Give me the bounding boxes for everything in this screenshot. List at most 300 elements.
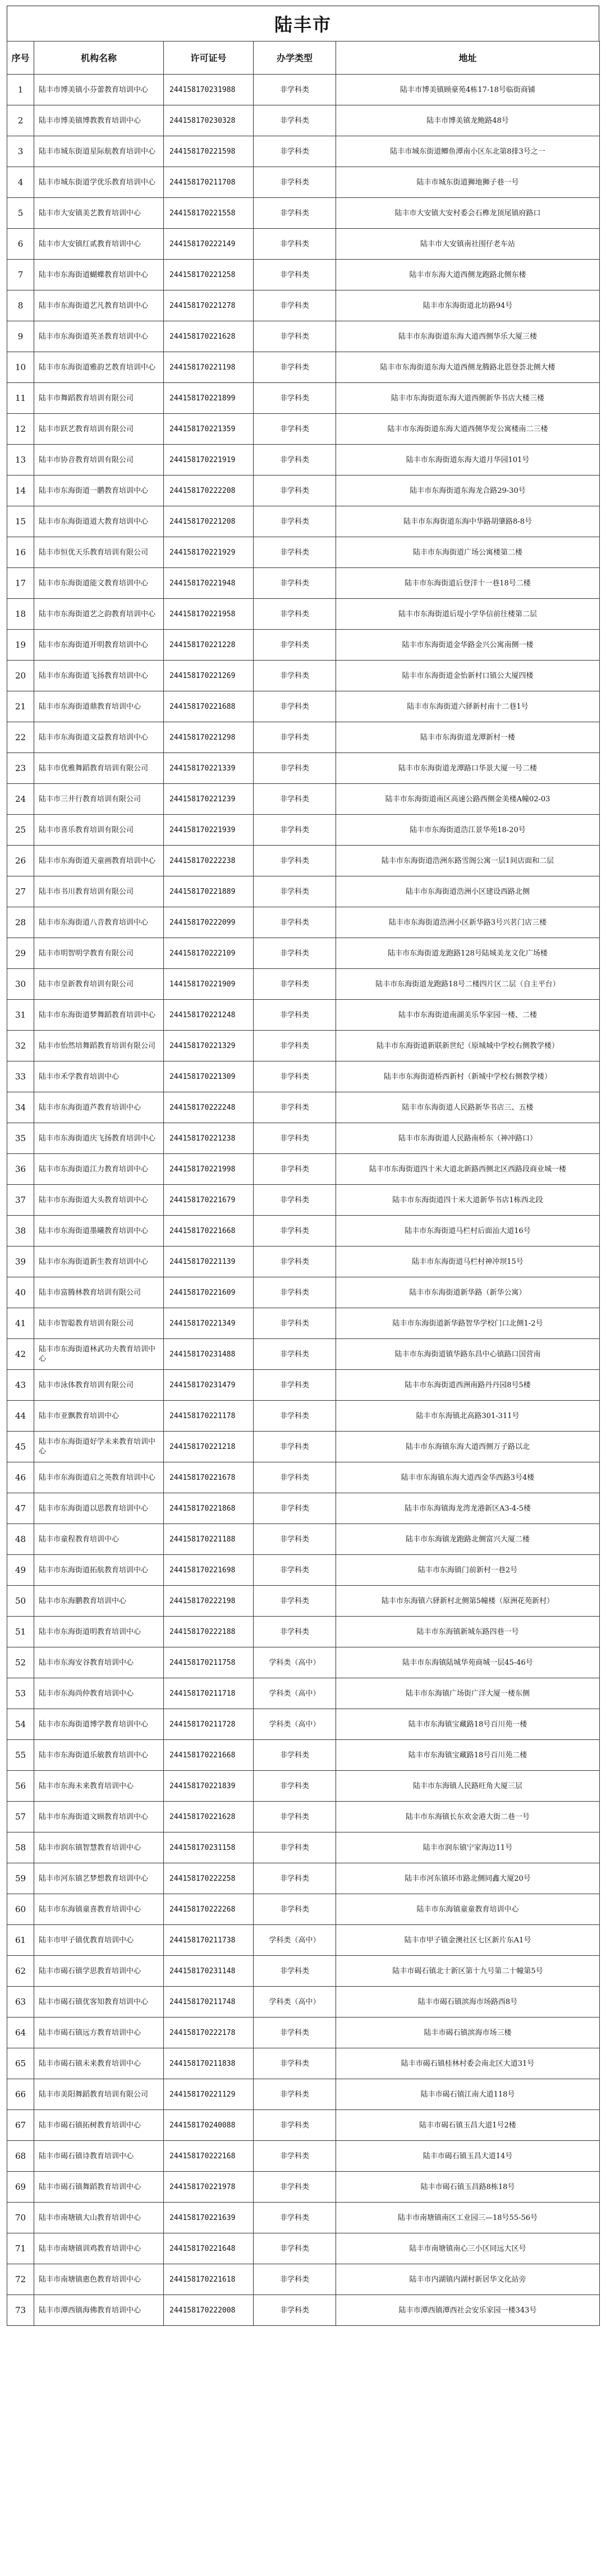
cell-license-no: 244158170211748 [164, 1987, 254, 2018]
cell-no: 71 [7, 2233, 34, 2264]
table-row [7, 2048, 600, 2079]
cell-no: 60 [7, 1894, 34, 1925]
cell-address: 陆丰市东海镇东海大道西侧万子路以北 [336, 1432, 600, 1462]
cell-address: 陆丰市润东镇宁家海边11号 [336, 1832, 600, 1863]
cell-school-type: 非学科类 [254, 938, 336, 969]
cell-no: 23 [7, 753, 34, 784]
cell-school-type: 非学科类 [254, 1370, 336, 1401]
cell-institution-name: 陆丰市大安镇红贰教育培训中心 [34, 229, 164, 260]
cell-institution-name: 陆丰市东海尚仲教育培训中心 [34, 1678, 164, 1709]
cell-school-type: 非学科类 [254, 1555, 336, 1586]
cell-address: 陆丰市东海街道浩江景华苑18-20号 [336, 815, 600, 846]
table-header-row [7, 41, 600, 75]
cell-license-no: 244158170222258 [164, 1863, 254, 1894]
cell-no: 69 [7, 2172, 34, 2203]
cell-school-type: 非学科类 [254, 75, 336, 105]
cell-address: 陆丰市碣石镇桂林村委会南北区大道31号 [336, 2048, 600, 2079]
cell-license-no: 244158170231158 [164, 1832, 254, 1863]
cell-school-type: 非学科类 [254, 2233, 336, 2264]
cell-license-no: 244158170221899 [164, 383, 254, 414]
cell-school-type: 非学科类 [254, 1802, 336, 1832]
cell-address: 陆丰市东海街道东海大道月华园101号 [336, 445, 600, 476]
cell-institution-name: 陆丰市南塘镇训鸡教育培训中心 [34, 2233, 164, 2264]
cell-license-no: 244158170221698 [164, 1555, 254, 1586]
cell-school-type: 非学科类 [254, 105, 336, 136]
table-row [7, 1092, 600, 1123]
cell-no: 52 [7, 1647, 34, 1678]
cell-no: 62 [7, 1956, 34, 1987]
cell-license-no: 244158170221598 [164, 136, 254, 167]
cell-institution-name: 陆丰市东海街道梦舞蹈教育培训中心 [34, 1000, 164, 1031]
cell-no: 58 [7, 1832, 34, 1863]
cell-institution-name: 陆丰市亚飘教育培训中心 [34, 1401, 164, 1432]
cell-institution-name: 陆丰市东海街道艺之韵教育培训中心 [34, 599, 164, 630]
cell-address: 陆丰市碣石镇北十新区第十九号第二十幢第5号 [336, 1956, 600, 1987]
cell-school-type: 非学科类 [254, 445, 336, 476]
cell-institution-name: 陆丰市跃艺教育培训有限公司 [34, 414, 164, 445]
cell-address: 陆丰市东海镇广场街广洋大厦一楼东侧 [336, 1678, 600, 1709]
cell-license-no: 244158170221278 [164, 290, 254, 321]
table-row [7, 1339, 600, 1370]
cell-address: 陆丰市潭西镇潭西社会安乐家园一楼343号 [336, 2295, 600, 2326]
table-row [7, 1031, 600, 1061]
table-row [7, 1956, 600, 1987]
cell-school-type: 非学科类 [254, 2295, 336, 2326]
table-row [7, 846, 600, 876]
cell-no: 27 [7, 876, 34, 907]
cell-no: 40 [7, 1277, 34, 1308]
cell-institution-name: 陆丰市东海街道博学教育培训中心 [34, 1709, 164, 1740]
cell-no: 21 [7, 691, 34, 722]
cell-school-type: 非学科类 [254, 1401, 336, 1432]
cell-no: 31 [7, 1000, 34, 1031]
table-row [7, 2233, 600, 2264]
cell-institution-name: 陆丰市喜乐教育培训有限公司 [34, 815, 164, 846]
table-row [7, 1802, 600, 1832]
cell-no: 72 [7, 2264, 34, 2295]
cell-institution-name: 陆丰市东海街道天童画教育培训中心 [34, 846, 164, 876]
cell-no: 22 [7, 722, 34, 753]
cell-school-type: 非学科类 [254, 352, 336, 383]
cell-institution-name: 陆丰市皇新教育培训有限公司 [34, 969, 164, 1000]
cell-school-type: 非学科类 [254, 1061, 336, 1092]
cell-school-type: 非学科类 [254, 1493, 336, 1524]
institution-table [7, 41, 600, 2326]
cell-address: 陆丰市东海镇人民路旺角大厦三层 [336, 1771, 600, 1802]
cell-license-no: 244158170221939 [164, 815, 254, 846]
cell-no: 35 [7, 1123, 34, 1154]
cell-no: 43 [7, 1370, 34, 1401]
cell-school-type: 非学科类 [254, 1956, 336, 1987]
cell-school-type: 非学科类 [254, 290, 336, 321]
cell-no: 16 [7, 537, 34, 568]
cell-license-no: 244158170222099 [164, 907, 254, 938]
cell-school-type: 非学科类 [254, 1216, 336, 1247]
cell-license-no: 244158170211728 [164, 1709, 254, 1740]
cell-license-no: 244158170222268 [164, 1894, 254, 1925]
table-row [7, 1524, 600, 1555]
cell-no: 10 [7, 352, 34, 383]
cell-license-no: 244158170230328 [164, 105, 254, 136]
cell-address: 陆丰市东海街道人民路新华书店三、五楼 [336, 1092, 600, 1123]
cell-school-type: 非学科类 [254, 907, 336, 938]
cell-license-no: 244158170221198 [164, 352, 254, 383]
cell-school-type: 非学科类 [254, 1832, 336, 1863]
cell-institution-name: 陆丰市三井行教育培训有限公司 [34, 784, 164, 815]
cell-license-no: 244158170221609 [164, 1277, 254, 1308]
cell-no: 51 [7, 1617, 34, 1647]
cell-school-type: 非学科类 [254, 1339, 336, 1370]
cell-address: 陆丰市东海街道龙跑路18号二楼四片区二层（自主平台） [336, 969, 600, 1000]
cell-institution-name: 陆丰市明智明学教育有限公司 [34, 938, 164, 969]
cell-institution-name: 陆丰市碣石镇舞蹈教育培训中心 [34, 2172, 164, 2203]
cell-address: 陆丰市东海镇长东欢金港大街二巷一号 [336, 1802, 600, 1832]
cell-institution-name: 陆丰市润东镇智慧教育培训中心 [34, 1832, 164, 1863]
cell-address: 陆丰市碣石镇滨海市场三楼 [336, 2018, 600, 2048]
cell-address: 陆丰市东海镇宝藏路18号百川苑一楼 [336, 1709, 600, 1740]
cell-school-type: 非学科类 [254, 1123, 336, 1154]
cell-no: 3 [7, 136, 34, 167]
table-row [7, 1678, 600, 1709]
cell-school-type: 学科类（高中） [254, 1647, 336, 1678]
cell-school-type: 非学科类 [254, 568, 336, 599]
cell-institution-name: 陆丰市东海街道新生教育培训中心 [34, 1247, 164, 1277]
cell-school-type: 非学科类 [254, 1617, 336, 1647]
cell-school-type: 非学科类 [254, 1031, 336, 1061]
cell-institution-name: 陆丰市东海街道能文教育培训中心 [34, 568, 164, 599]
table-row [7, 1000, 600, 1031]
table-row [7, 75, 600, 105]
cell-license-no: 244158170240088 [164, 2110, 254, 2141]
cell-license-no: 244158170221998 [164, 1154, 254, 1185]
cell-school-type: 非学科类 [254, 136, 336, 167]
cell-school-type: 非学科类 [254, 1247, 336, 1277]
cell-license-no: 244158170211758 [164, 1647, 254, 1678]
cell-institution-name: 陆丰市东海街道明教育培训中心 [34, 1617, 164, 1647]
cell-institution-name: 陆丰市碣石镇未来教育培训中心 [34, 2048, 164, 2079]
table-row [7, 537, 600, 568]
cell-license-no: 244158170222149 [164, 229, 254, 260]
cell-institution-name: 陆丰市城东街道学优乐教育培训中心 [34, 167, 164, 198]
cell-license-no: 144158170221909 [164, 969, 254, 1000]
cell-no: 55 [7, 1740, 34, 1771]
cell-address: 陆丰市东海街道东海大道西侧华发公寓楼南二三楼 [336, 414, 600, 445]
table-row [7, 167, 600, 198]
cell-institution-name: 陆丰市童程教育培训中心 [34, 1524, 164, 1555]
cell-institution-name: 陆丰市东海街道庆飞扬教育培训中心 [34, 1123, 164, 1154]
table-body [7, 75, 600, 2326]
cell-institution-name: 陆丰市东海街道拓航教育培训中心 [34, 1555, 164, 1586]
cell-school-type: 非学科类 [254, 537, 336, 568]
cell-no: 39 [7, 1247, 34, 1277]
cell-license-no: 244158170222188 [164, 1617, 254, 1647]
cell-license-no: 244158170221339 [164, 753, 254, 784]
cell-school-type: 非学科类 [254, 815, 336, 846]
cell-address: 陆丰市东海镇陆城华苑商城一层45-46号 [336, 1647, 600, 1678]
cell-school-type: 非学科类 [254, 414, 336, 445]
cell-school-type: 非学科类 [254, 1524, 336, 1555]
cell-school-type: 学科类（高中） [254, 1987, 336, 2018]
cell-no: 36 [7, 1154, 34, 1185]
column-header-no: 序号 [7, 41, 34, 75]
cell-school-type: 学科类（高中） [254, 1709, 336, 1740]
cell-school-type: 非学科类 [254, 1462, 336, 1493]
cell-license-no: 244158170221188 [164, 1524, 254, 1555]
cell-address: 陆丰市东海街道东海大道西侧华乐大厦三楼 [336, 321, 600, 352]
cell-school-type: 非学科类 [254, 1308, 336, 1339]
table-row [7, 1154, 600, 1185]
cell-address: 陆丰市东海街道浩洲东路雪阁公寓一层1间店面和二层 [336, 846, 600, 876]
table-row [7, 506, 600, 537]
cell-license-no: 244158170221139 [164, 1247, 254, 1277]
cell-address: 陆丰市东海街道后登洋十一巷18号二楼 [336, 568, 600, 599]
table-row [7, 1771, 600, 1802]
cell-address: 陆丰市河东镇环市路北侧同鑫大厦20号 [336, 1863, 600, 1894]
table-row [7, 1308, 600, 1339]
table-row [7, 630, 600, 661]
cell-no: 57 [7, 1802, 34, 1832]
cell-address: 陆丰市东海街道后堤小学华信前往楼第二层 [336, 599, 600, 630]
cell-license-no: 244158170222178 [164, 2018, 254, 2048]
cell-school-type: 非学科类 [254, 1092, 336, 1123]
cell-institution-name: 陆丰市东海街道道大教育培训中心 [34, 506, 164, 537]
cell-school-type: 非学科类 [254, 722, 336, 753]
cell-license-no: 244158170211708 [164, 167, 254, 198]
cell-license-no: 244158170222109 [164, 938, 254, 969]
cell-institution-name: 陆丰市舞蹈教育培训有限公司 [34, 383, 164, 414]
table-row [7, 1432, 600, 1462]
cell-address: 陆丰市东海街道南区高速公路西侧金美楼A幢02-03 [336, 784, 600, 815]
table-row [7, 1370, 600, 1401]
table-row [7, 1586, 600, 1617]
cell-school-type: 非学科类 [254, 2203, 336, 2233]
table-row [7, 1555, 600, 1586]
cell-license-no: 244158170221679 [164, 1185, 254, 1216]
table-row [7, 1493, 600, 1524]
cell-address: 陆丰市博美镇龙鲍路48号 [336, 105, 600, 136]
table-row [7, 1987, 600, 2018]
cell-no: 15 [7, 506, 34, 537]
cell-no: 44 [7, 1401, 34, 1432]
cell-license-no: 244158170221929 [164, 537, 254, 568]
table-row [7, 2172, 600, 2203]
cell-address: 陆丰市东海街道桥西新村（新城中学校右侧教学楼） [336, 1061, 600, 1092]
cell-no: 18 [7, 599, 34, 630]
table-row [7, 445, 600, 476]
cell-school-type: 非学科类 [254, 599, 336, 630]
cell-institution-name: 陆丰市碣石镇优客知教育培训中心 [34, 1987, 164, 2018]
cell-institution-name: 陆丰市城东街道星际航教育培训中心 [34, 136, 164, 167]
table-row [7, 938, 600, 969]
cell-address: 陆丰市东海街道广场公寓楼第二楼 [336, 537, 600, 568]
cell-address: 陆丰市碣石镇玉昌大道1号2楼 [336, 2110, 600, 2141]
cell-school-type: 非学科类 [254, 2172, 336, 2203]
cell-license-no: 244158170221668 [164, 1216, 254, 1247]
cell-institution-name: 陆丰市东海街道墨曦教育培训中心 [34, 1216, 164, 1247]
table-row [7, 1863, 600, 1894]
cell-license-no: 244158170211718 [164, 1678, 254, 1709]
cell-no: 49 [7, 1555, 34, 1586]
cell-institution-name: 陆丰市富腾林教育培训有限公司 [34, 1277, 164, 1308]
table-row [7, 1462, 600, 1493]
page-title: 陆丰市 [7, 6, 599, 41]
table-row [7, 2203, 600, 2233]
table-row [7, 321, 600, 352]
table-row [7, 568, 600, 599]
cell-address: 陆丰市东海镇童童教育培训中心 [336, 1894, 600, 1925]
cell-no: 8 [7, 290, 34, 321]
cell-institution-name: 陆丰市东海街道艺凡教育培训中心 [34, 290, 164, 321]
cell-institution-name: 陆丰市南塘镇惠色教育培训中心 [34, 2264, 164, 2295]
cell-address: 陆丰市东海街道龙潭新村一楼 [336, 722, 600, 753]
cell-address: 陆丰市东海街道龙跑路128号陆城美龙文化广场楼 [336, 938, 600, 969]
cell-license-no: 244158170221618 [164, 2264, 254, 2295]
table-row [7, 260, 600, 290]
cell-license-no: 244158170221359 [164, 414, 254, 445]
cell-license-no: 244158170221208 [164, 506, 254, 537]
cell-address: 陆丰市东海镇六驿新村北侧第5幢楼（原洲花苑新村） [336, 1586, 600, 1617]
cell-license-no: 244158170211838 [164, 2048, 254, 2079]
cell-institution-name: 陆丰市东海街道以思教育培训中心 [34, 1493, 164, 1524]
cell-school-type: 非学科类 [254, 167, 336, 198]
cell-license-no: 244158170221329 [164, 1031, 254, 1061]
cell-school-type: 非学科类 [254, 2264, 336, 2295]
cell-address: 陆丰市大安镇大安村委会石榫龙顶尾镇府路口 [336, 198, 600, 229]
cell-school-type: 非学科类 [254, 383, 336, 414]
table-row [7, 2110, 600, 2141]
cell-institution-name: 陆丰市东海街道雅韵艺教育培训中心 [34, 352, 164, 383]
cell-address: 陆丰市东海街道南湖美乐华家园一楼、二楼 [336, 1000, 600, 1031]
cell-no: 67 [7, 2110, 34, 2141]
cell-license-no: 244158170221868 [164, 1493, 254, 1524]
cell-no: 61 [7, 1925, 34, 1956]
cell-no: 9 [7, 321, 34, 352]
cell-address: 陆丰市东海街道四十米大道北新路西侧北区西路段商业城一楼 [336, 1154, 600, 1185]
table-row [7, 1401, 600, 1432]
cell-license-no: 244158170221228 [164, 630, 254, 661]
cell-institution-name: 陆丰市东海鹏教育培训中心 [34, 1586, 164, 1617]
cell-school-type: 非学科类 [254, 229, 336, 260]
cell-license-no: 244158170221239 [164, 784, 254, 815]
cell-school-type: 非学科类 [254, 784, 336, 815]
table-row [7, 722, 600, 753]
cell-address: 陆丰市东海街道东海大道西侧新华书店大楼三楼 [336, 383, 600, 414]
table-row [7, 1216, 600, 1247]
cell-institution-name: 陆丰市东海街道乐敏教育培训中心 [34, 1740, 164, 1771]
cell-license-no: 244158170221298 [164, 722, 254, 753]
cell-address: 陆丰市内湖镇内湖村新居华文化站旁 [336, 2264, 600, 2295]
table-row [7, 1925, 600, 1956]
cell-address: 陆丰市甲子镇金澳社区七区新片东A1号 [336, 1925, 600, 1956]
cell-no: 26 [7, 846, 34, 876]
cell-institution-name: 陆丰市东海街道英圣教育培训中心 [34, 321, 164, 352]
cell-no: 13 [7, 445, 34, 476]
cell-address: 陆丰市东海镇东海大道西金华西路3号4楼 [336, 1462, 600, 1493]
cell-address: 陆丰市南塘镇南心三小区同远大区号 [336, 2233, 600, 2264]
cell-license-no: 244158170221258 [164, 260, 254, 290]
cell-no: 42 [7, 1339, 34, 1370]
column-header-type: 办学类型 [254, 41, 336, 75]
cell-license-no: 244158170221958 [164, 599, 254, 630]
cell-institution-name: 陆丰市东海街道芦教育培训中心 [34, 1092, 164, 1123]
cell-institution-name: 陆丰市东海街道文顾教育培训中心 [34, 1802, 164, 1832]
cell-institution-name: 陆丰市东海街道蝴蝶教育培训中心 [34, 260, 164, 290]
cell-license-no: 244158170222208 [164, 476, 254, 506]
cell-institution-name: 陆丰市碣石镇学思教育培训中心 [34, 1956, 164, 1987]
cell-license-no: 244158170221269 [164, 661, 254, 691]
cell-address: 陆丰市东海街道金怡新村口镇公大厦四楼 [336, 661, 600, 691]
table-row [7, 969, 600, 1000]
cell-address: 陆丰市东海街道新华路（新华公寓） [336, 1277, 600, 1308]
cell-no: 68 [7, 2141, 34, 2172]
cell-address: 陆丰市碣石镇玉昌大道14号 [336, 2141, 600, 2172]
table-row [7, 599, 600, 630]
cell-no: 66 [7, 2079, 34, 2110]
cell-address: 陆丰市博美镇顾豪苑4栋17-18号临街商铺 [336, 75, 600, 105]
cell-address: 陆丰市东海街道龙潭路口华景大厦一号二楼 [336, 753, 600, 784]
table-row [7, 2295, 600, 2326]
cell-license-no: 244158170221248 [164, 1000, 254, 1031]
table-row [7, 229, 600, 260]
cell-license-no: 244158170221648 [164, 2233, 254, 2264]
cell-no: 11 [7, 383, 34, 414]
cell-school-type: 非学科类 [254, 321, 336, 352]
cell-address: 陆丰市东海街道马栏村后面汕大道16号 [336, 1216, 600, 1247]
cell-institution-name: 陆丰市东海街道林武功夫教育培训中心 [34, 1339, 164, 1370]
cell-address: 陆丰市东海街道东海龙合路29-30号 [336, 476, 600, 506]
cell-license-no: 244158170221839 [164, 1771, 254, 1802]
table-row [7, 1061, 600, 1092]
cell-no: 14 [7, 476, 34, 506]
table-row [7, 1185, 600, 1216]
cell-institution-name: 陆丰市东海街道好学未来教育培训中心 [34, 1432, 164, 1462]
cell-address: 陆丰市东海街道东海中华路胡肇路8-8号 [336, 506, 600, 537]
cell-address: 陆丰市东海街道马栏村神冲坝15号 [336, 1247, 600, 1277]
table-row [7, 1123, 600, 1154]
cell-address: 陆丰市东海镇新城东路四巷一号 [336, 1617, 600, 1647]
cell-license-no: 244158170222198 [164, 1586, 254, 1617]
cell-institution-name: 陆丰市协音教育培训有限公司 [34, 445, 164, 476]
table-row [7, 1894, 600, 1925]
cell-school-type: 非学科类 [254, 1277, 336, 1308]
cell-no: 24 [7, 784, 34, 815]
cell-school-type: 非学科类 [254, 753, 336, 784]
cell-license-no: 244158170221558 [164, 198, 254, 229]
cell-address: 陆丰市东海街道镇华路东昌中心镇路口国营南 [336, 1339, 600, 1370]
cell-address: 陆丰市东海街道浩洲小区建设西路北侧 [336, 876, 600, 907]
table-row [7, 352, 600, 383]
cell-no: 70 [7, 2203, 34, 2233]
cell-no: 17 [7, 568, 34, 599]
cell-license-no: 244158170231488 [164, 1339, 254, 1370]
cell-school-type: 非学科类 [254, 198, 336, 229]
cell-school-type: 非学科类 [254, 1863, 336, 1894]
cell-school-type: 学科类（高中） [254, 1678, 336, 1709]
cell-address: 陆丰市东海街道新联新世纪（原城城中学校右侧教学楼） [336, 1031, 600, 1061]
cell-address: 陆丰市碣石镇玉昌路8栋18号 [336, 2172, 600, 2203]
table-row [7, 414, 600, 445]
cell-address: 陆丰市南塘镇南区工业园三—18号55-56号 [336, 2203, 600, 2233]
table-row [7, 2141, 600, 2172]
cell-address: 陆丰市东海街道东海大道西侧龙腾路北恩登荟北侧大楼 [336, 352, 600, 383]
cell-school-type: 非学科类 [254, 2079, 336, 2110]
cell-license-no: 244158170221639 [164, 2203, 254, 2233]
cell-license-no: 244158170221948 [164, 568, 254, 599]
column-header-address: 地址 [336, 41, 600, 75]
cell-address: 陆丰市东海镇宝藏路18号百川苑二楼 [336, 1740, 600, 1771]
table-row [7, 1247, 600, 1277]
cell-school-type: 非学科类 [254, 506, 336, 537]
